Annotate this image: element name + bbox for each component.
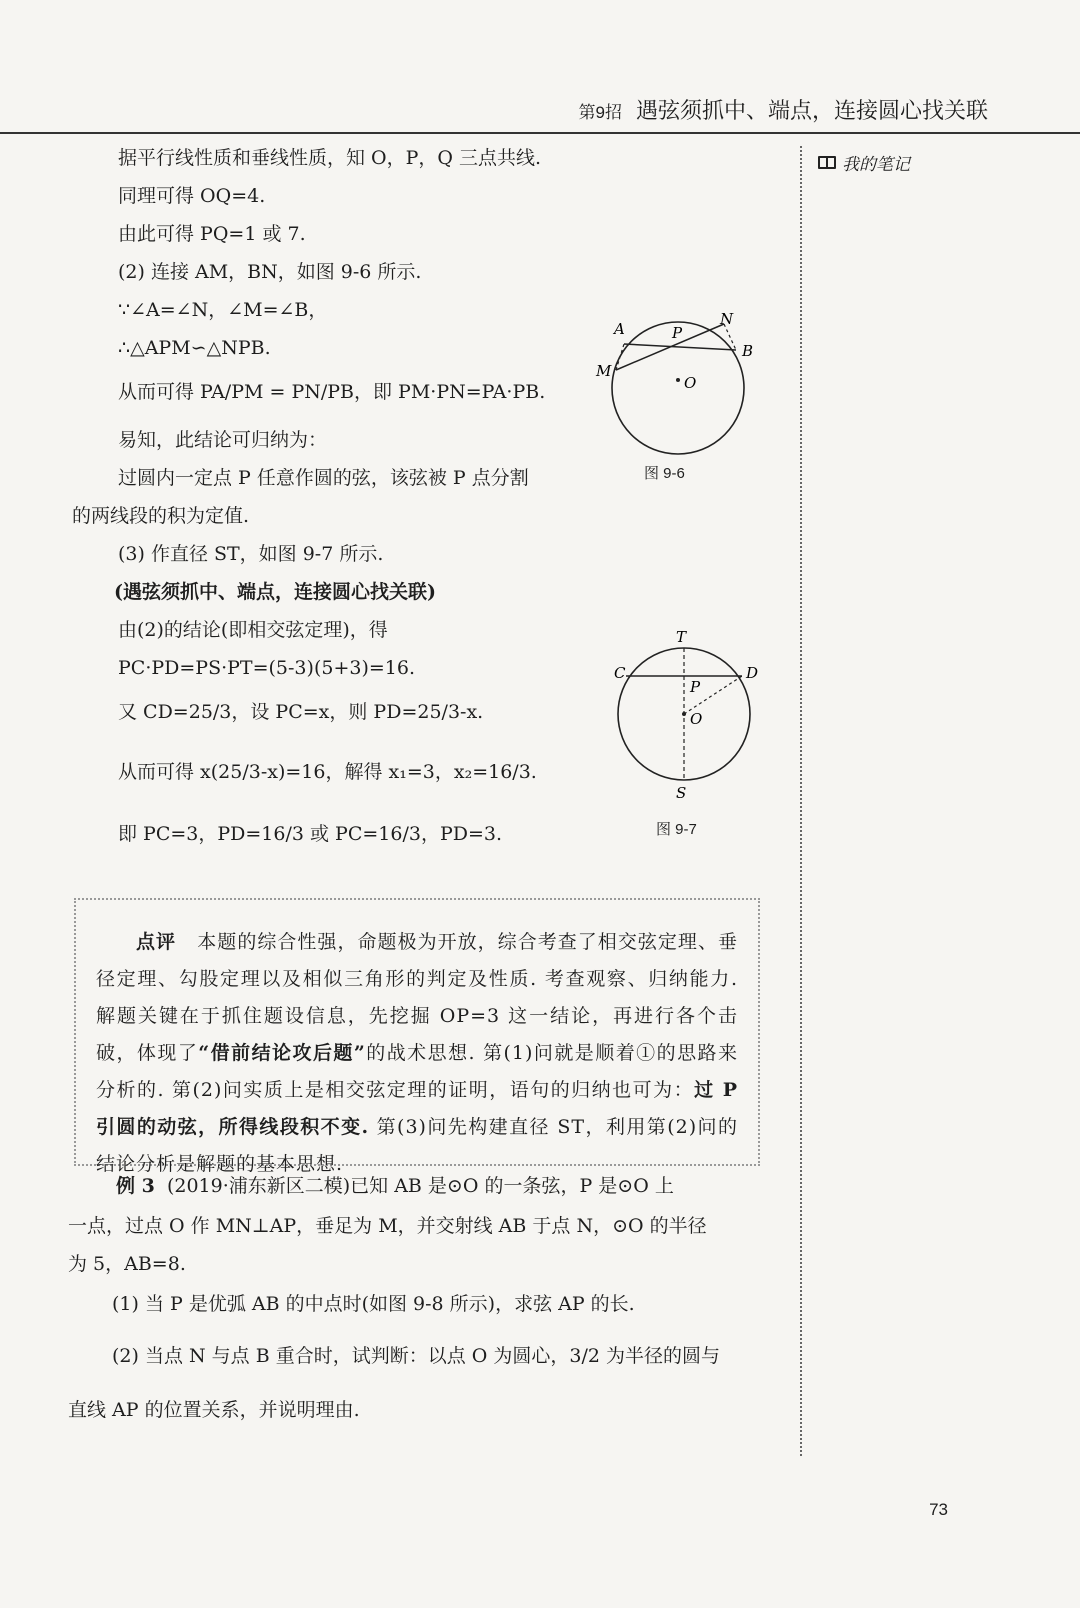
notes-text: 我的笔记 (842, 155, 910, 175)
label-p: P (672, 324, 683, 342)
body-line: (3) 作直径 ST，如图 9-7 所示. (118, 543, 384, 565)
example-text: (2019·浦东新区二模)已知 AB 是⊙O 的一条弦，P 是⊙O 上 (166, 1175, 674, 1197)
label-a: A (614, 320, 625, 338)
body-line (114, 580, 436, 604)
label-c: C (614, 664, 626, 682)
example-label: 例 3 (116, 1175, 155, 1197)
body-line: 由此可得 PQ=1 或 7. (118, 223, 306, 245)
notes-label (818, 150, 910, 175)
body-line: 过圆内一定点 P 任意作圆的弦，该弦被 P 点分割 (118, 467, 529, 489)
label-b: B (742, 342, 754, 360)
question-2: (2) 当点 N 与点 B 重合时，试判断：以点 O 为圆心，3/2 为半径的圆与 (112, 1345, 720, 1367)
example-line: 一点，过点 O 作 MN⊥AP，垂足为 M，并交射线 AB 于点 N，⊙O 的半径 (68, 1215, 707, 1237)
label-p: P (690, 678, 701, 696)
notes-divider (800, 146, 802, 1456)
label-d: D (746, 664, 759, 682)
review-text-2: 的战术思想. 第(1)问就是顺着①的思路来分析的. 第(2)问实质上是相交弦定理的证明，语句的归纳也可为： (96, 1042, 738, 1101)
body-line: 易知，此结论可归纳为： (118, 429, 328, 451)
figure-9-7 (600, 626, 770, 802)
body-line: ∵∠A=∠N，∠M=∠B， (118, 299, 328, 321)
body-line: 又 CD=25/3，设 PC=x，则 PD=25/3-x. (118, 701, 484, 723)
label-t: T (676, 628, 687, 646)
review-text-3: 第(3)问先构建直径 ST，利用第(2)问的结论分析是解题的基本思想. (96, 1116, 738, 1175)
review-label: 点评 (136, 931, 177, 953)
body-line: 从而可得 PA/PM = PN/PB，即 PM·PN=PA·PB. (118, 381, 546, 403)
label-s: S (676, 784, 687, 802)
bold-note: (遇弦须抓中、端点，连接圆心找关联) (114, 581, 436, 603)
page-header (579, 94, 988, 125)
chapter-number: 第9招 (578, 103, 622, 122)
chord-ab (624, 344, 736, 350)
figure-caption: 图 9-6 (644, 465, 685, 482)
chapter-title: 遇弦须抓中、端点，连接圆心找关联 (635, 99, 988, 124)
figure-9-6 (586, 306, 766, 466)
segment-am (616, 344, 624, 370)
body-line: PC·PD=PS·PT=(5-3)(5+3)=16. (118, 657, 415, 679)
center-point (682, 712, 686, 716)
label-m: M (596, 362, 612, 380)
label-o: O (690, 710, 703, 728)
example-line: 为 5，AB=8. (68, 1253, 186, 1275)
center-point (676, 378, 680, 382)
body-line: (2) 连接 AM，BN，如图 9-6 所示. (118, 261, 422, 283)
label-n: N (720, 310, 734, 328)
body-line: 据平行线性质和垂线性质，知 O，P，Q 三点共线. (118, 147, 542, 169)
body-line: 同理可得 OQ=4. (118, 185, 266, 207)
chord-mn (616, 324, 724, 370)
book-icon (818, 156, 836, 169)
example-line (116, 1174, 674, 1198)
body-line: ∴△APM∽△NPB. (118, 337, 271, 359)
question-1: (1) 当 P 是优弧 AB 的中点时(如图 9-8 所示)，求弦 AP 的长. (112, 1293, 635, 1315)
review-bold-1: “借前结论攻后题” (198, 1042, 366, 1064)
review-bold-2: 过 P 引圆的动弦，所得线段积不变. (96, 1079, 739, 1138)
body-line: 从而可得 x(25/3-x)=16，解得 x₁=3，x₂=16/3. (118, 761, 537, 783)
review-box (74, 898, 760, 1175)
body-line: 的两线段的积为定值. (72, 505, 250, 527)
body-line: 即 PC=3，PD=16/3 或 PC=16/3，PD=3. (118, 823, 503, 845)
question-2-cont: 直线 AP 的位置关系，并说明理由. (68, 1399, 360, 1421)
figure-caption: 图 9-7 (656, 821, 697, 838)
label-o: O (684, 374, 697, 392)
body-line: 由(2)的结论(即相交弦定理)，得 (118, 619, 388, 641)
review-text-1: 本题的综合性强，命题极为开放，综合考查了相交弦定理、垂径定理、勾股定理以及相似三角形的判定及性质. 考查观察、归纳能力. 解题关键在于抓住题设信息，先挖掘 OP=3 这一结论，再进行各个击破，体现了 (96, 931, 738, 1064)
header-rule (0, 132, 1080, 134)
page-number: 73 (929, 1500, 948, 1519)
